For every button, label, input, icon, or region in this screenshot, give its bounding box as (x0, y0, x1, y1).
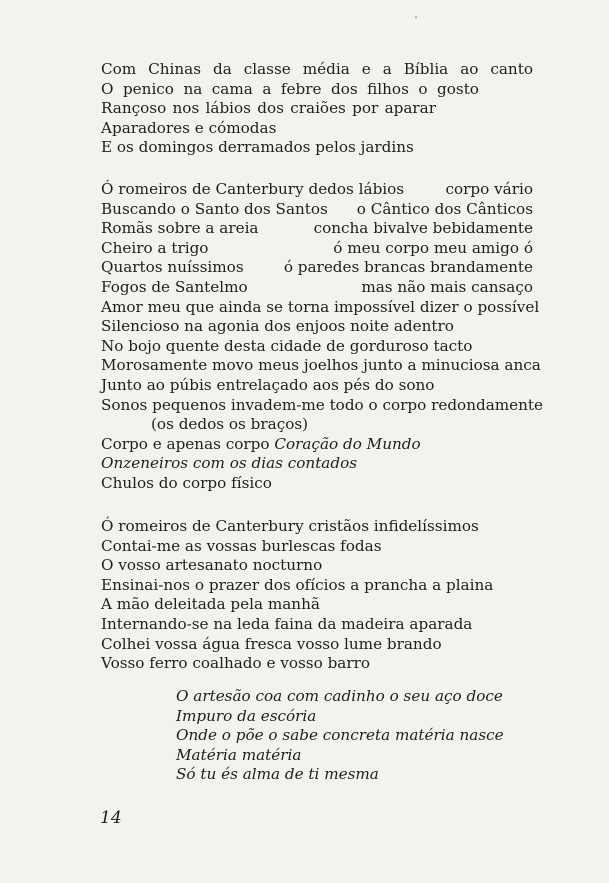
verse-segment: mas não mais cansaço (361, 277, 533, 296)
paper-speck (415, 16, 417, 19)
verse-line (101, 180, 533, 200)
stanza-2 (101, 180, 544, 494)
verse-line: Junto ao púbis entrelaçado aos pés do sono (101, 375, 435, 394)
verse-line: O vosso artesanato nocturno (101, 556, 323, 575)
word: craiões (290, 99, 346, 118)
word: Rançoso (101, 99, 167, 118)
word: Bíblia (403, 60, 449, 78)
verse-segment: Fogos de Santelmo (101, 277, 248, 296)
verse-segment: Buscando o Santo dos Santos (101, 199, 328, 218)
word: aparar (384, 99, 436, 118)
word: por (352, 99, 379, 118)
verse-line: Ó romeiros de Canterbury cristãos infidelíssimos (101, 517, 479, 535)
verse-line: O artesão coa com cadinho o seu aço doce (176, 687, 503, 705)
verse-segment: concha bivalve bebidamente (313, 219, 533, 238)
verse-line: Vosso ferro coalhado e vosso barro (101, 654, 371, 673)
word: média (302, 60, 350, 78)
verse-line: (os dedos os braços) (151, 415, 309, 434)
verse-line: Só tu és alma de ti mesma (176, 765, 379, 784)
verse-line (101, 258, 533, 278)
verse-line: Amor meu que ainda se torna impossível dizer o possível (101, 297, 540, 316)
word: dos (257, 99, 284, 118)
page-number: 14 (100, 808, 122, 828)
word: O (101, 79, 114, 98)
verse-line (101, 200, 533, 220)
verse-line: Contai-me as vossas burlescas fodas (101, 536, 382, 555)
verse-line: Onzeneiros com os dias contados (101, 454, 358, 473)
verse-segment: o Cântico dos Cânticos (356, 199, 533, 218)
verse-line: Aparadores e cómodas (101, 118, 277, 137)
verse-line: Colhei vossa água fresca vosso lume brando (101, 634, 442, 653)
verse-segment: Corpo e apenas corpo (101, 434, 270, 453)
verse-line (101, 99, 436, 119)
word: dos (330, 79, 358, 98)
verse-segment: ó meu corpo meu amigo ó (333, 238, 533, 257)
verse-line: A mão deleitada pela manhã (101, 595, 320, 614)
verse-line (101, 60, 533, 80)
word: o (418, 79, 428, 98)
word: classe (243, 60, 291, 78)
word: e (361, 60, 371, 78)
word: cama (211, 79, 253, 98)
verse-line (101, 80, 479, 100)
word: gosto (437, 79, 479, 98)
verse-line: Impuro da escória (176, 706, 317, 725)
word: na (183, 79, 203, 98)
verse-line: Internando-se na leda faina da madeira aparada (101, 614, 473, 633)
word: Chinas (148, 60, 202, 78)
italic-stanza (176, 687, 532, 785)
verse-line (101, 435, 533, 455)
verse-line: Ensinai-nos o prazer dos ofícios a prancha a plaina (101, 575, 494, 594)
word: penico (122, 79, 174, 98)
word: febre (280, 79, 322, 98)
verse-segment: Quartos nuíssimos (101, 258, 244, 277)
verse-line: No bojo quente desta cidade de gorduroso tacto (101, 336, 473, 355)
italic-phrase: Coração do Mundo (274, 434, 421, 453)
word: lábios (205, 99, 251, 118)
verse-line: Matéria matéria (176, 745, 302, 764)
word: nos (172, 99, 200, 118)
word: da (213, 60, 232, 78)
stanza-3 (101, 517, 533, 674)
verse-segment: Cheiro a trigo (101, 238, 209, 257)
verse-line (101, 278, 533, 298)
verse-segment: corpo vário (445, 180, 533, 198)
verse-line (101, 219, 533, 239)
word: a (382, 60, 392, 78)
verse-line: E os domingos derramados pelos jardins (101, 138, 414, 157)
verse-segment: Ó romeiros de Canterbury dedos lábios (101, 180, 405, 198)
verse-segment: ó paredes brancas brandamente (283, 258, 533, 277)
word: a (262, 79, 272, 98)
verse-line: Sonos pequenos invadem-me todo o corpo redondamente (101, 395, 544, 414)
word: canto (490, 60, 533, 78)
word: ao (460, 60, 479, 78)
verse-line: Chulos do corpo físico (101, 473, 272, 492)
verse-line: Silencioso na agonia dos enjoos noite adentro (101, 317, 454, 336)
verse-line (101, 239, 533, 259)
verse-segment: Romãs sobre a areia (101, 219, 259, 238)
stanza-1 (101, 60, 533, 158)
word: Com (101, 60, 137, 78)
word: filhos (367, 79, 409, 98)
verse-line: Onde o põe o sabe concreta matéria nasce (176, 726, 504, 745)
verse-line: Morosamente movo meus joelhos junto a minuciosa anca (101, 356, 541, 375)
